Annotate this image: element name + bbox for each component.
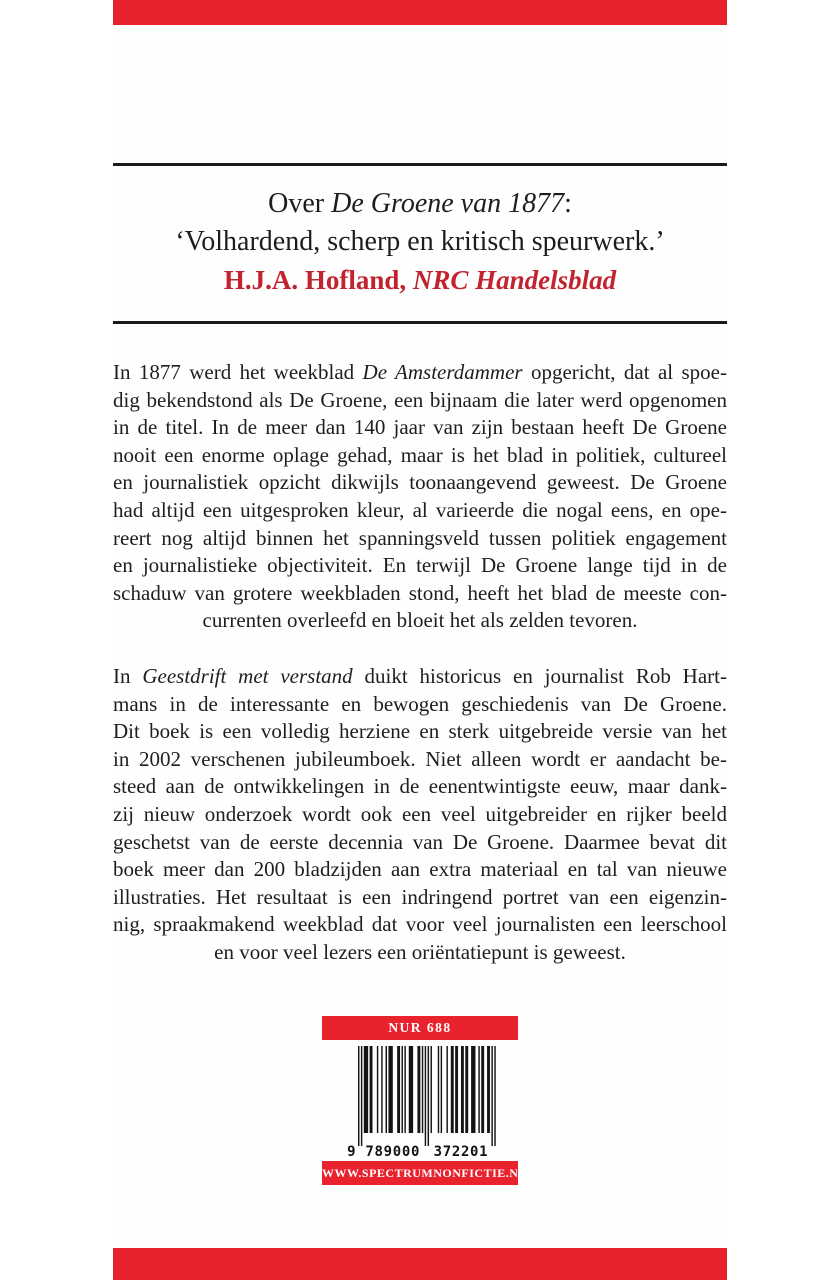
svg-text:9: 9 [347,1144,356,1158]
top-red-bar [113,0,727,25]
divider-rule-top [113,163,727,166]
text-line: in 2002 verschenen jubileumboek. Niet alleen wordt er aandacht be- [113,746,727,771]
text-line: had altijd een uitgesproken kleur, al varieerde die nogal eens, en ope- [113,497,727,522]
text-line: boek meer dan 200 bladzijden aan extra materiaal en tal van nieuwe [113,857,727,882]
text-line: en journalistiek opzicht dikwijls toonaangevend geweest. De Groene [113,470,727,495]
text-line: nig, spraakmakend weekblad dat voor veel journalisten een leerschool [113,912,727,937]
text-line: steed aan de ontwikkelingen in de eenentwintigste eeuw, maar dank- [113,774,727,799]
text-line: reert nog altijd binnen het spanningsveld tussen politiek engagement [113,525,727,550]
text-line: mans in de interessante en bewogen geschiedenis van De Groene. [113,691,727,716]
bottom-red-bar [113,1248,727,1280]
text-line: schaduw van grotere weekbladen stond, heeft het blad de meeste con- [113,580,727,605]
text-line: in de titel. In de meer dan 140 jaar van zijn bestaan heeft De Groene [113,415,727,440]
nur-badge: NUR 688 [322,1016,518,1040]
text-line: nooit een enorme oplage gehad, maar is het blad in politiek, cultureel [113,442,727,467]
body-paragraph-2 [113,663,727,967]
body-paragraph-1 [113,359,727,635]
quote-attribution: H.J.A. Hofland, NRC Handelsblad [223,265,617,295]
svg-text:789000: 789000 [365,1144,420,1158]
text-line: zij nieuw onderzoek wordt ook een veel uitgebreider en rijker beeld [113,801,727,826]
website-badge: WWW.SPECTRUMNONFICTIE.NL [322,1161,518,1185]
cover-column [113,0,727,1280]
quote-intro: Over De Groene van 1877: [268,188,572,219]
divider-rule-bottom [113,321,727,324]
text-line: In Geestdrift met verstand duikt historicus en journalist Rob Hart- [113,663,727,688]
review-quote-block [113,185,727,299]
text-line: dig bekendstond als De Groene, een bijnaam die later werd opgenomen [113,387,727,412]
text-line: In 1877 werd het weekblad De Amsterdammer opgericht, dat al spoe- [113,360,728,384]
ean-barcode [344,1046,496,1158]
svg-text:372201: 372201 [433,1144,488,1158]
quote-text: ‘Volhardend, scherp en kritisch speurwerk.’ [175,226,665,257]
text-line: en voor veel lezers een oriëntatiepunt is geweest. [214,939,626,964]
text-line: currenten overleefd en bloeit het als zelden tevoren. [202,608,638,633]
blurb-text [113,359,727,994]
text-line: illustraties. Het resultaat is een indringend portret van een eigenzin- [113,884,727,909]
text-line: en journalistieke objectiviteit. En terwijl De Groene lange tijd in de [113,553,727,578]
text-line: geschetst van de eerste decennia van De Groene. Daarmee bevat dit [113,829,727,854]
text-line: Dit boek is een volledig herziene en sterk uitgebreide versie van het [113,719,727,744]
